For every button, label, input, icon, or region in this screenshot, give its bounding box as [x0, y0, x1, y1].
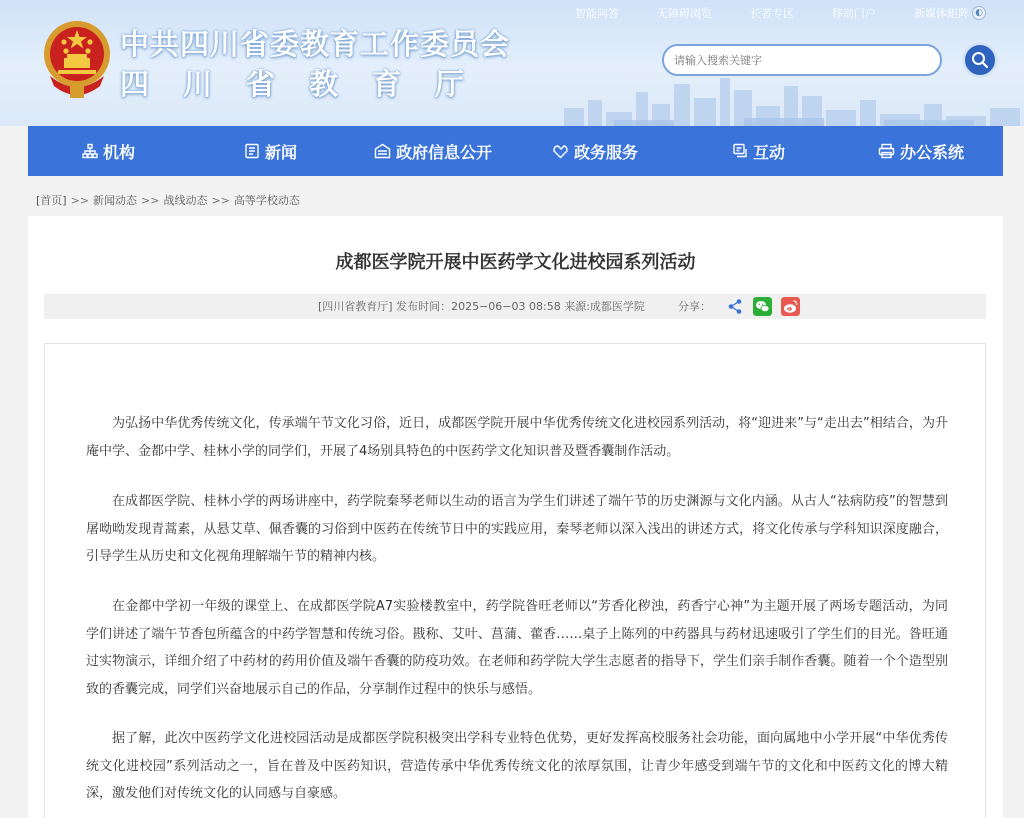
breadcrumb-separator: >> — [141, 194, 160, 207]
nav-item-info-disclosure[interactable] — [374, 126, 492, 176]
nav-label-organization: 机构 — [103, 142, 136, 162]
breadcrumb-news[interactable]: 新闻动态 — [93, 194, 138, 207]
nav-label-interaction: 互动 — [753, 142, 786, 162]
article-body — [44, 343, 986, 818]
breadcrumb-separator: >> — [70, 194, 90, 207]
search-button[interactable] — [962, 42, 998, 78]
search-input[interactable] — [662, 44, 942, 76]
wechat-share-icon[interactable] — [753, 297, 772, 316]
nav-item-office-system[interactable] — [878, 126, 964, 176]
article-paragraph-2: 在成都医学院、桂林小学的两场讲座中，药学院秦琴老师以生动的语言为学生们讲述了端午节的历史渊源与文化内涵。从古人“祛病防疫”的智慧到屠呦呦发现青蒿素，从悬艾草、佩香囊的习俗到中医药在传统节日中的实践应用，秦琴老师以深入浅出的讲述方式，将文化传承与学科知识深度融合，引导学生从历史和文化视角理解端午节的精神内核。 — [86, 494, 948, 564]
article-title: 成都医学院开展中医药学文化进校园系列活动 — [335, 252, 696, 273]
breadcrumb-frontline[interactable]: 战线动态 — [163, 194, 208, 207]
article-meta: [四川省教育厅] 发布时间：2025−06−03 08:58 来源:成都医学院 — [318, 300, 645, 313]
office-system-icon — [878, 143, 895, 159]
nav-label-news: 新闻 — [265, 142, 298, 162]
breadcrumb-universities[interactable]: 高等学校动态 — [233, 194, 300, 207]
new-media-icon: ◐ — [972, 6, 986, 20]
info-disclosure-icon — [374, 143, 391, 159]
article-paragraph-4: 据了解，此次中医药学文化进校园活动是成都医学院积极突出学科专业特色优势，更好发挥高校服务社会功能，面向属地中小学开展“中华优秀传统文化进校园”系列活动之一，旨在普及中医药知识，营造传承中华优秀传统文化的浓厚氛围，让青少年感受到端午节的文化和中医药文化的博大精深，激发他们对传统文化的认同感与自豪感。 — [86, 731, 948, 801]
nav-item-service[interactable] — [552, 126, 638, 176]
breadcrumb-separator: >> — [211, 194, 230, 207]
nav-item-interaction[interactable] — [732, 126, 785, 176]
nav-label-service: 政务服务 — [574, 142, 639, 162]
breadcrumb — [28, 186, 1003, 216]
main-nav — [28, 126, 1003, 176]
nav-label-office-system: 办公系统 — [900, 142, 965, 162]
nav-item-news[interactable] — [244, 126, 297, 176]
news-icon — [244, 143, 260, 159]
top-link-new-media[interactable] — [914, 5, 986, 21]
top-link-smart-qa[interactable]: 智能问答 — [575, 7, 619, 20]
site-title: 中共四川省委教育工作委员会 — [120, 27, 511, 61]
breadcrumb-home[interactable]: [首页] — [36, 194, 67, 207]
site-header — [0, 0, 1024, 126]
top-link-elderly[interactable]: 长者专区 — [750, 7, 794, 20]
org-chart-icon — [82, 143, 98, 159]
national-emblem-icon — [40, 16, 114, 102]
share-icon[interactable] — [726, 297, 745, 316]
city-skyline-decoration — [554, 70, 1024, 126]
weibo-share-icon[interactable] — [781, 297, 800, 316]
article-paragraph-1: 为弘扬中华优秀传统文化，传承端午节文化习俗，近日，成都医学院开展中华优秀传统文化进校园系列活动，将“迎进来”与“走出去”相结合，为升庵中学、金都中学、桂林小学的同学们，开展了4场别具特色的中医药学文化知识普及暨香囊制作活动。 — [86, 416, 948, 459]
nav-label-info-disclosure: 政府信息公开 — [396, 142, 493, 162]
service-icon — [552, 143, 569, 159]
search-icon — [971, 51, 989, 69]
article-paragraph-3: 在金都中学初一年级的课堂上、在成都医学院A7实验楼教室中，药学院昝旺老师以“芳香化秽浊，药香宁心神”为主题开展了两场专题活动，为同学们讲述了端午节香包所蕴含的中药学智慧和传统习俗。戡称、艾叶、菖蒲、藿香……桌子上陈列的中药器具与药材迅速吸引了学生们的目光。昝旺通过实物演示，详细介绍了中药材的药用价值及端午香囊的防疫功效。在老师和药学院大学生志愿者的指导下，学生们亲手制作香囊。随着一个个造型别致的香囊完成，同学们兴奋地展示自己的作品，分享制作过程中的快乐与感悟。 — [86, 599, 948, 697]
top-link-accessibility[interactable]: 无障碍浏览 — [657, 7, 712, 20]
interaction-icon — [732, 143, 748, 159]
article-meta-bar — [44, 294, 986, 319]
share-label: 分享： — [678, 300, 711, 313]
site-subtitle: 四川省教育厅 — [120, 67, 499, 101]
top-link-mobile[interactable]: 移动门户 — [832, 7, 876, 20]
nav-item-organization[interactable] — [82, 126, 135, 176]
article-container — [28, 216, 1003, 818]
top-link-new-media-label: 新媒体矩阵 — [914, 7, 969, 20]
